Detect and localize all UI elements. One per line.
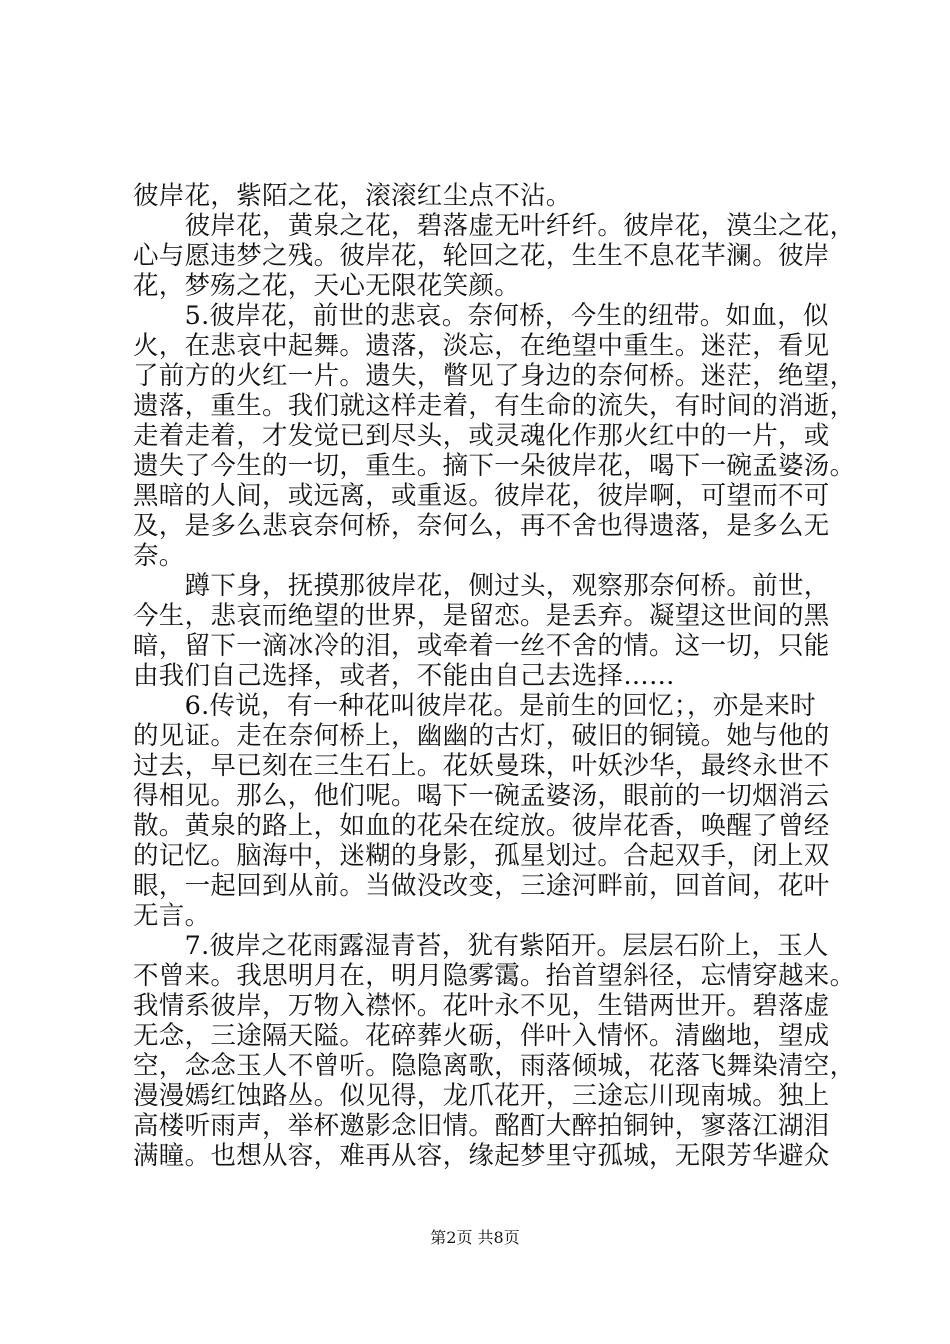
text-line: 彼岸花，紫陌之花，滚滚红尘点不沾。 (133, 181, 572, 211)
text-line: 满瞳。也想从容，难再从容，缘起梦里守孤城，无限芳华避众 (133, 1141, 830, 1171)
text-line: 漫漫嫣红蚀路丛。似见得，龙爪花开，三途忘川现南城。独上 (133, 1081, 830, 1111)
text-line: 今生，悲哀而绝望的世界，是留恋。是丢弃。凝望这世间的黑 (133, 601, 830, 631)
text-line: 蹲下身，抚摸那彼岸花，侧过头，观察那奈何桥。前世， (133, 571, 830, 601)
text-line: 眼，一起回到从前。当做没改变，三途河畔前，回首间，花叶 (133, 871, 830, 901)
text-line: 黑暗的人间，或远离，或重返。彼岸花，彼岸啊，可望而不可 (133, 481, 830, 511)
text-line: 了前方的火红一片。遗失，瞥见了身边的奈何桥。迷茫，绝望， (133, 361, 856, 391)
text-line: 过去，早已刻在三生石上。花妖曼珠，叶妖沙华，最终永世不 (133, 751, 830, 781)
text-line: 高楼听雨声，举杯邀影念旧情。酩酊大醉拍铜钟，寥落江湖泪 (133, 1111, 830, 1141)
text-line: 及，是多么悲哀奈何桥，奈何么，再不舍也得遗落，是多么无 (133, 511, 830, 541)
text-line: 的见证。走在奈何桥上，幽幽的古灯，破旧的铜镜。她与他的 (133, 721, 830, 751)
text-line: 心与愿违梦之残。彼岸花，轮回之花，生生不息花芊澜。彼岸 (133, 241, 830, 271)
text-line: 火，在悲哀中起舞。遗落，淡忘，在绝望中重生。迷茫，看见 (133, 331, 830, 361)
text-line: 遗失了今生的一切，重生。摘下一朵彼岸花，喝下一碗孟婆汤。 (133, 451, 856, 481)
text-line: 空，念念玉人不曾听。隐隐离歌，雨落倾城，花落飞舞染清空， (133, 1051, 856, 1081)
text-line: 5.彼岸花，前世的悲哀。奈何桥，今生的纽带。如血，似 (133, 301, 829, 331)
text-line: 的记忆。脑海中，迷糊的身影，孤星划过。合起双手，闭上双 (133, 841, 830, 871)
text-line: 奈。 (133, 541, 185, 571)
text-line: 暗，留下一滴冰冷的泪，或牵着一丝不舍的情。这一切，只能 (133, 631, 830, 661)
text-line: 由我们自己选择，或者，不能由自己去选择…… (133, 661, 675, 691)
text-line: 得相见。那么，他们呢。喝下一碗孟婆汤，眼前的一切烟消云 (133, 781, 830, 811)
text-line: 彼岸花，黄泉之花，碧落虚无叶纤纤。彼岸花，漠尘之花， (133, 211, 856, 241)
text-line: 无念，三途隔天隘。花碎葬火砺，伴叶入情怀。清幽地，望成 (133, 1021, 830, 1051)
page-number-footer: 第2页 共8页 (430, 1228, 520, 1247)
text-line: 我情系彼岸，万物入襟怀。花叶永不见，生错两世开。碧落虚 (133, 991, 830, 1021)
text-line: 遗落，重生。我们就这样走着，有生命的流失，有时间的消逝， (133, 391, 856, 421)
text-line: 6.传说，有一种花叫彼岸花。是前生的回忆；，亦是来时 (133, 691, 816, 721)
text-line: 无言。 (133, 901, 211, 931)
text-line: 7.彼岸之花雨露湿青苔，犹有紫陌开。层层石阶上，玉人 (133, 931, 829, 961)
text-line: 散。黄泉的路上，如血的花朵在绽放。彼岸花香，唤醒了曾经 (133, 811, 830, 841)
text-line: 花，梦殇之花，天心无限花笑颜。 (133, 271, 521, 301)
text-line: 走着走着，才发觉已到尽头，或灵魂化作那火红中的一片，或 (133, 421, 830, 451)
text-line: 不曾来。我思明月在，明月隐雾霭。抬首望斜径，忘情穿越来。 (133, 961, 856, 991)
